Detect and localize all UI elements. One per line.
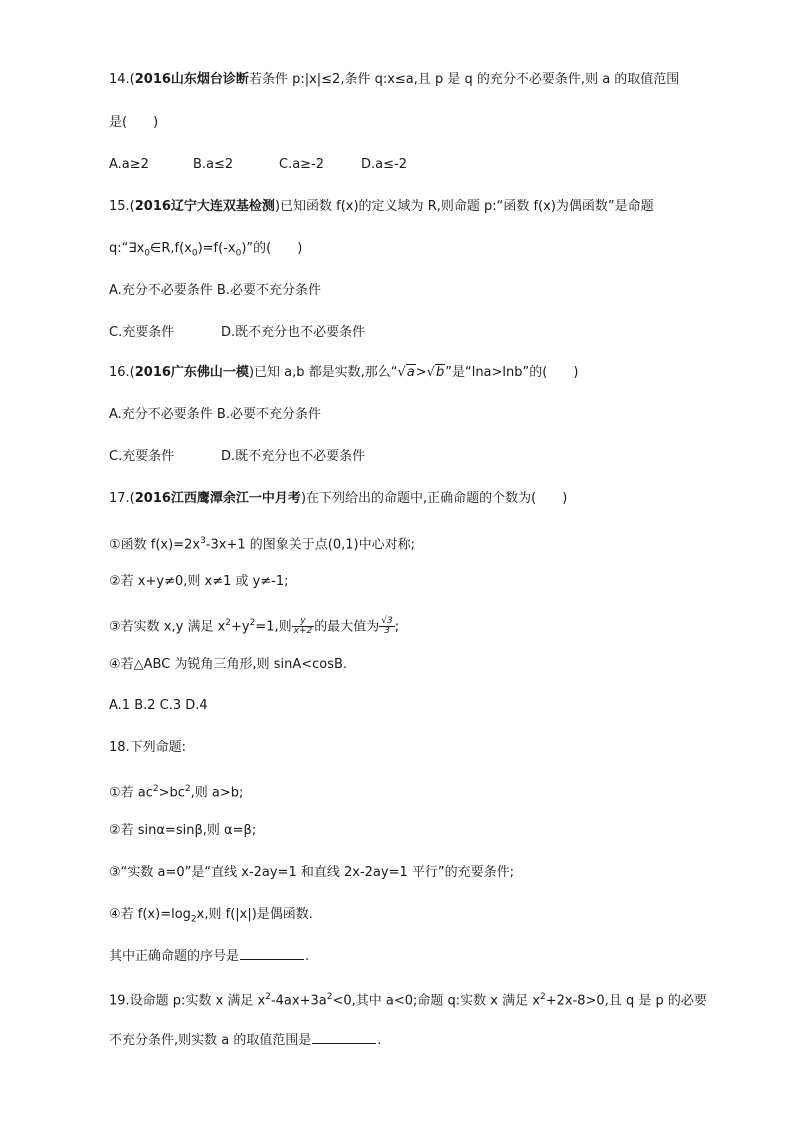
q15-text: )=f(-x [197, 241, 236, 256]
q15-text: q:“∃x [109, 241, 145, 256]
q18-text: 其中正确命题的序号是 [109, 949, 240, 964]
q15-text: ∈R,f(x [150, 241, 192, 256]
q14-number: 14.( [109, 72, 135, 87]
q14-option-d: D.a≤-2 [361, 157, 407, 172]
q15-option-d: D.既不充分也不必要条件 [221, 325, 366, 340]
q18-item-2: ②若 sinα=sinβ,则 α=β; [109, 823, 257, 838]
sqrt-symbol: √ [426, 365, 435, 380]
q18-text: >bc [158, 785, 185, 801]
q18-text: ①若 ac [109, 785, 153, 801]
q19-line-1 [109, 988, 707, 1010]
q17-text: -3x+1 的图象关于点(0,1)中心对称; [205, 537, 415, 553]
q14-stem: 若条件 p:|x|≤2,条件 q:x≤a,且 p 是 q 的充分不必要条件,则 a 的取值范围 [248, 72, 680, 87]
q16-stem [109, 364, 578, 382]
q15-stem-line-1 [109, 198, 654, 216]
fraction-numerator: y [292, 617, 315, 627]
q17-paren-close: ) [562, 491, 568, 506]
q15-stem-line-2 [109, 240, 302, 263]
q15-stem: )已知函数 f(x)的定义域为 R,则命题 p:“函数 f(x)为偶函数”是命题 [274, 199, 654, 214]
q17-number: 17.( [109, 491, 135, 506]
q16-source: 2016广东佛山一模 [134, 365, 249, 380]
q18-item-4 [109, 906, 313, 929]
q18-sup: 2 [184, 784, 191, 794]
q17-item-4: ④若△ABC 为锐角三角形,则 sinA<cosB. [109, 657, 348, 672]
q14-option-c: C.a≥-2 [279, 157, 325, 172]
q19-sup: 2 [539, 992, 546, 1002]
q15-sub: 0 [191, 248, 198, 259]
q19-text: . [377, 1033, 382, 1048]
q19-text: 不充分条件,则实数 a 的取值范围是 [109, 1033, 312, 1048]
q16-text: ”是“lna>lnb”的( [445, 365, 548, 380]
q14-option-b: B.a≤2 [193, 157, 234, 172]
q15-option-c: C.充要条件 [109, 325, 175, 340]
q18-item-3: ③“实数 a=0”是“直线 x-2ay=1 和直线 2x-2ay=1 平行”的充要条件; [109, 865, 514, 880]
q18-sup: 2 [152, 784, 159, 794]
fraction-denominator: x+2 [293, 626, 313, 637]
q16-number: 16.( [109, 365, 135, 380]
q17-item-3 [109, 614, 399, 636]
q17-text: ; [394, 619, 400, 635]
q17-text: =1,则 [255, 619, 292, 635]
answer-blank [312, 1031, 376, 1044]
q16-paren-close: ) [573, 365, 579, 380]
q19-sup: 2 [265, 992, 271, 1002]
q14-paren-open: 是( [109, 115, 128, 130]
q15-sub: 0 [144, 248, 151, 259]
q17-options: A.1 B.2 C.3 D.4 [109, 698, 208, 713]
q19-text: +2x-8>0,且 q 是 p 的必要 [545, 993, 707, 1009]
q17-sup: 3 [200, 536, 206, 546]
q17-text: ③若实数 x,y 满足 x [109, 619, 226, 635]
q17-item-2: ②若 x+y≠0,则 x≠1 或 y≠-1; [109, 574, 289, 589]
q16-text: )已知 a,b 都是实数,那么“ [248, 365, 398, 380]
q15-text: )”的( [241, 241, 272, 256]
q17-source: 2016江西鹰潭余江一中月考 [134, 491, 301, 506]
q16-radicand-b: b [435, 365, 445, 380]
q17-sup: 2 [225, 618, 231, 628]
q14-paren-close: ) [153, 115, 159, 130]
q14-source: 2016山东烟台诊断 [134, 72, 249, 87]
q16-option-c: C.充要条件 [109, 449, 175, 464]
q17-text: 的最大值为 [314, 619, 380, 635]
q18-text: ④若 f(x)=log [109, 907, 191, 922]
q15-source: 2016辽宁大连双基检测 [134, 199, 275, 214]
fraction-denominator: 3 [384, 626, 390, 637]
q17-sup: 2 [249, 618, 256, 628]
sqrt-symbol: √ [397, 365, 406, 380]
q14-stem-line-2 [109, 114, 158, 132]
q18-item-1 [109, 780, 243, 802]
q15-number: 15.( [109, 199, 135, 214]
q17-item-1 [109, 532, 415, 554]
q14-option-a: A.a≥2 [109, 157, 149, 172]
q18-text: . [305, 949, 310, 964]
q16-option-d: D.既不充分也不必要条件 [221, 449, 366, 464]
q17-text: ①函数 f(x)=2x [109, 537, 201, 553]
q18-text: ,则 a>b; [190, 785, 244, 801]
q17-text: )在下列给出的命题中,正确命题的个数为( [300, 491, 537, 506]
q19-text: 19.设命题 p:实数 x 满足 x [109, 993, 266, 1009]
q19-text: -4ax+3a [270, 993, 327, 1009]
answer-blank [240, 947, 304, 960]
q16-radicand-a: a [406, 365, 415, 380]
q17-text: +y [231, 619, 250, 635]
q18-ask [109, 947, 309, 966]
q14-stem-line-1 [109, 71, 679, 89]
q19-text: <0,其中 a<0;命题 q:实数 x 满足 x [332, 993, 540, 1009]
q19-sup: 2 [326, 992, 333, 1002]
q15-paren-close: ) [297, 241, 303, 256]
q18-stem: 18.下列命题: [109, 740, 187, 755]
q19-line-2 [109, 1031, 382, 1050]
q16-gt: > [415, 365, 427, 380]
fraction-numerator: √3 [381, 616, 393, 627]
q15-sub: 0 [235, 248, 242, 259]
q17-stem [109, 490, 567, 508]
fraction [379, 617, 394, 636]
q18-text: x,则 f(|x|)是偶函数. [196, 907, 313, 922]
fraction [292, 617, 315, 636]
q15-options-ab: A.充分不必要条件 B.必要不充分条件 [109, 283, 321, 298]
q16-options-ab: A.充分不必要条件 B.必要不充分条件 [109, 407, 321, 422]
q18-sub: 2 [190, 914, 197, 925]
